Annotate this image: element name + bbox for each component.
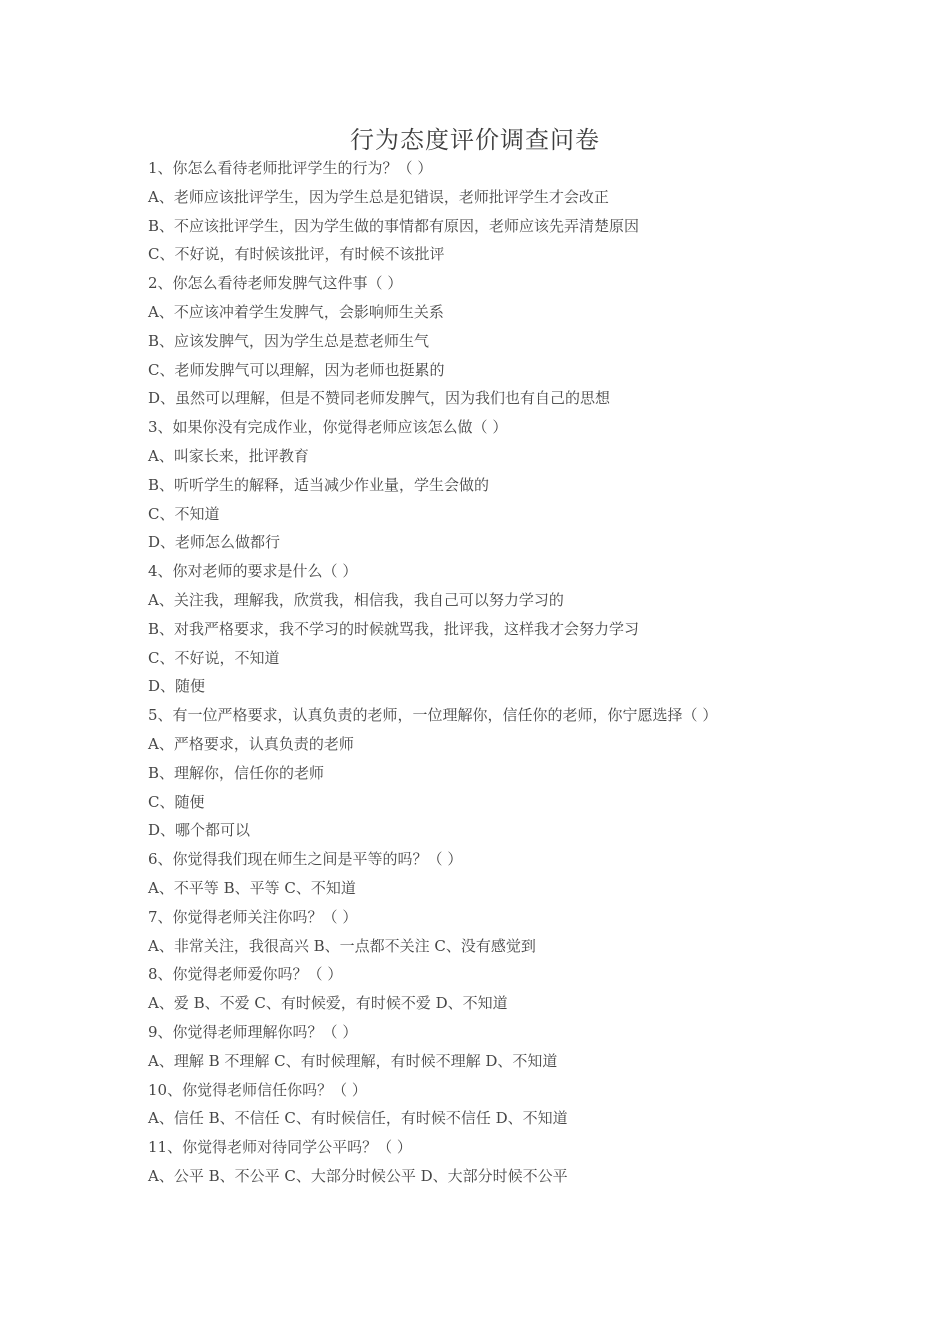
option-line: C、不好说，有时候该批评，有时候不该批评: [148, 245, 445, 264]
option-line: C、老师发脾气可以理解，因为老师也挺累的: [148, 360, 445, 379]
question-4: 4、你对老师的要求是什么（ ）: [148, 562, 358, 581]
option-line: A、理解 B 不理解 C、有时候理解，有时候不理解 D、不知道: [148, 1051, 558, 1070]
option-line: D、哪个都可以: [148, 821, 251, 840]
option-line: A、不平等 B、平等 C、不知道: [148, 878, 356, 897]
option-line: A、公平 B、不公平 C、大部分时候公平 D、大部分时候不公平: [148, 1166, 568, 1185]
question-5: 5、有一位严格要求，认真负责的老师，一位理解你，信任你的老师，你宁愿选择（ ）: [148, 706, 718, 725]
question-3: 3、如果你没有完成作业，你觉得老师应该怎么做（ ）: [148, 418, 508, 437]
option-line: B、应该发脾气，因为学生总是惹老师生气: [148, 331, 430, 350]
questionnaire-body: [148, 154, 908, 1191]
option-line: C、不好说，不知道: [148, 648, 280, 667]
option-line: B、不应该批评学生，因为学生做的事情都有原因，老师应该先弄清楚原因: [148, 216, 640, 235]
option-line: A、关注我，理解我，欣赏我，相信我，我自己可以努力学习的: [148, 590, 564, 609]
question-7: 7、你觉得老师关注你吗？（ ）: [148, 907, 358, 926]
question-2: 2、你怎么看待老师发脾气这件事（ ）: [148, 274, 403, 293]
option-line: A、不应该冲着学生发脾气，会影响师生关系: [148, 302, 444, 321]
option-line: B、听听学生的解释，适当减少作业量，学生会做的: [148, 475, 490, 494]
option-line: A、信任 B、不信任 C、有时候信任，有时候不信任 D、不知道: [148, 1109, 568, 1128]
option-line: A、爱 B、不爱 C、有时候爱，有时候不爱 D、不知道: [148, 994, 508, 1013]
option-line: C、不知道: [148, 504, 220, 523]
option-line: A、老师应该批评学生，因为学生总是犯错误，老师批评学生才会改正: [148, 187, 609, 206]
option-line: A、叫家长来，批评教育: [148, 446, 309, 465]
question-8: 8、你觉得老师爱你吗？（ ）: [148, 965, 343, 984]
document-title: 行为态度评价调查问卷: [350, 126, 600, 154]
option-line: D、老师怎么做都行: [148, 533, 281, 552]
question-6: 6、你觉得我们现在师生之间是平等的吗？（ ）: [148, 850, 463, 869]
question-1: 1、你怎么看待老师批评学生的行为？（ ）: [148, 159, 433, 177]
option-line: A、严格要求，认真负责的老师: [148, 734, 354, 753]
option-line: C、随便: [148, 792, 205, 811]
option-line: B、对我严格要求，我不学习的时候就骂我，批评我，这样我才会努力学习: [148, 619, 640, 638]
question-10: 10、你觉得老师信任你吗？（ ）: [148, 1080, 367, 1099]
option-line: D、虽然可以理解，但是不赞同老师发脾气，因为我们也有自己的思想: [148, 389, 611, 408]
option-line: A、非常关注，我很高兴 B、一点都不关注 C、没有感觉到: [148, 936, 536, 955]
question-11: 11、你觉得老师对待同学公平吗？（ ）: [148, 1138, 412, 1157]
question-9: 9、你觉得老师理解你吗？（ ）: [148, 1022, 358, 1041]
option-line: D、随便: [148, 677, 206, 696]
option-line: B、理解你，信任你的老师: [148, 763, 325, 782]
